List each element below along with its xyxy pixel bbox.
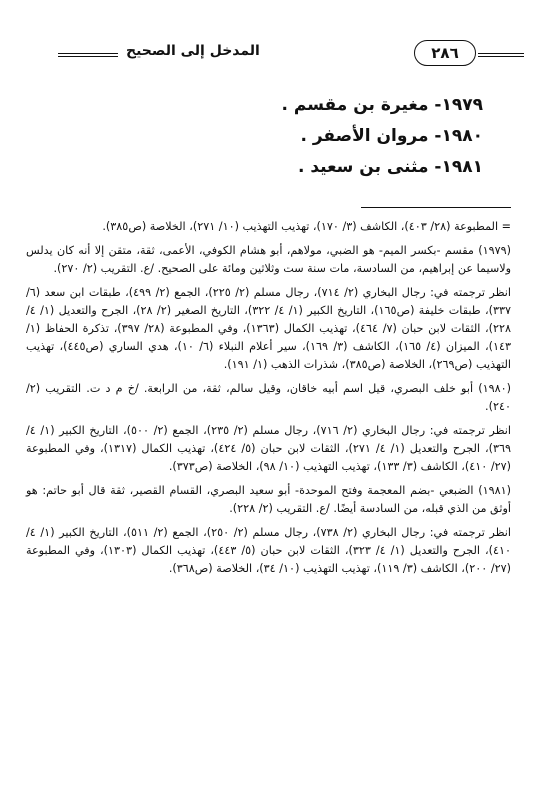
narrator-entry: ١٩٨٠- مروان الأصفر . [300, 126, 483, 146]
running-title: المدخل إلى الصحيح [126, 43, 260, 59]
footnote-1981: (١٩٨١) الضبعي -بضم المعجمة وفتح الموحدة- أبو سعيد البصري، القسام القصير، ثقة قال أبو حاتم: هو أوثق من الذي قبله، من السادسة أيضًا. /ع. التقريب (٢/ ٢٢٨). [26, 484, 511, 515]
header-rule-left [58, 53, 118, 57]
footnote-1981-sources: انظر ترجمته في: رجال البخاري (٢/ ٧٣٨)، رجال مسلم (٢/ ٢٥٠)، الجمع (٢/ ٥١١)، التاريخ الكبير (١/ ٤/ ٤١٠)، الجرح والتعديل (١/ ٤/ ٣٢٣)، الثقات لابن حبان (٥/ ٤٤٣)، تهذيب الكمال (١٣٠٣)، وفي المطبوعة (٢٧/ ٢٠٠)، الكاشف (٣/ ١١٩)، تهذيب التهذيب (١٠/ ٣٤)، الخلاصة (ص٣٦٨). [26, 526, 512, 575]
footnote-divider [361, 207, 511, 208]
footnote-1979-sources: انظر ترجمته في: رجال البخاري (٢/ ٧١٤)، رجال مسلم (٢/ ٢٢٥)، الجمع (٢/ ٤٩٩)، طبقات ابن سعد (٦/ ٣٣٧)، طبقات خليفة (ص١٦٥)، التاريخ الكبير (١/ ٤/ ٣٢٢)، التاريخ الصغير (٢/ ٢٨)، الجرح والتعديل (١/ ٤/ ٢٢٨)، الثقات لابن حبان (٧/ ٤٦٤)، تهذيب الكمال (١٣٦٣)، وفي المطبوعة (٢٨/ ٣٩٧)، تذكرة الحفاظ (١/ ١٤٣)، الميزان (٤/ ١٦٥)، الكاشف (٣/ ١٦٩)، سير أعلام النبلاء (٦/ ١٠)، هدي الساري (ص٤٤٥)، تهذيب التهذيب (ص٢٦٩)، الخلاصة (ص٣٨٥)، شذرات الذهب (١/ ١٩١). [26, 286, 512, 371]
narrator-list [26, 90, 511, 183]
footnote-continuation: = المطبوعة (٢٨/ ٤٠٣)، الكاشف (٣/ ١٧٠)، تهذيب التهذيب (١٠/ ٢٧١)، الخلاصة (ص٣٨٥). [102, 220, 511, 233]
footnotes [26, 218, 511, 578]
narrator-entry: ١٩٨١- مثنى بن سعيد . [297, 157, 483, 177]
narrator-entry: ١٩٧٩- مغيرة بن مقسم . [281, 95, 483, 115]
page-number: ٢٨٦ [414, 40, 476, 66]
footnote-1980-sources: انظر ترجمته في: رجال البخاري (٢/ ٧١٦)، رجال مسلم (٢/ ٢٣٥)، الجمع (٢/ ٥٠٠)، التاريخ الكبير (١/ ٤/ ٣٦٩)، الجرح والتعديل (١/ ٤/ ٢٧١)، الثقات لابن حبان (٥/ ٤٢٤)، تهذيب الكمال (١٣١٧)، وفي المطبوعة (٢٧/ ٤١٠)، الكاشف (٣/ ١٣٣)، تهذيب التهذيب (١٠/ ٩٨)، الخلاصة (ص٣٧٣). [26, 424, 512, 473]
main-text [26, 90, 511, 578]
header-rule-right [478, 53, 524, 57]
footnote-1980: (١٩٨٠) أبو خلف البصري، قيل اسم أبيه خاقان، وقيل سالم، ثقة، من الرابعة. /خ م د ت. التقريب (٢/ ٢٤٠). [26, 382, 511, 413]
page-header [26, 0, 511, 70]
footnote-1979: (١٩٧٩) مقسم -بكسر الميم- هو الضبي، مولاهم، أبو هشام الكوفي، الأعمى، ثقة، متقن إلا أنه كان يدلس ولاسيما عن إبراهيم، من السادسة، مات سنة ست وثلاثين ومائة على الصحيح. /ع. التقريب (٢/ ٢٧٠). [26, 244, 511, 275]
